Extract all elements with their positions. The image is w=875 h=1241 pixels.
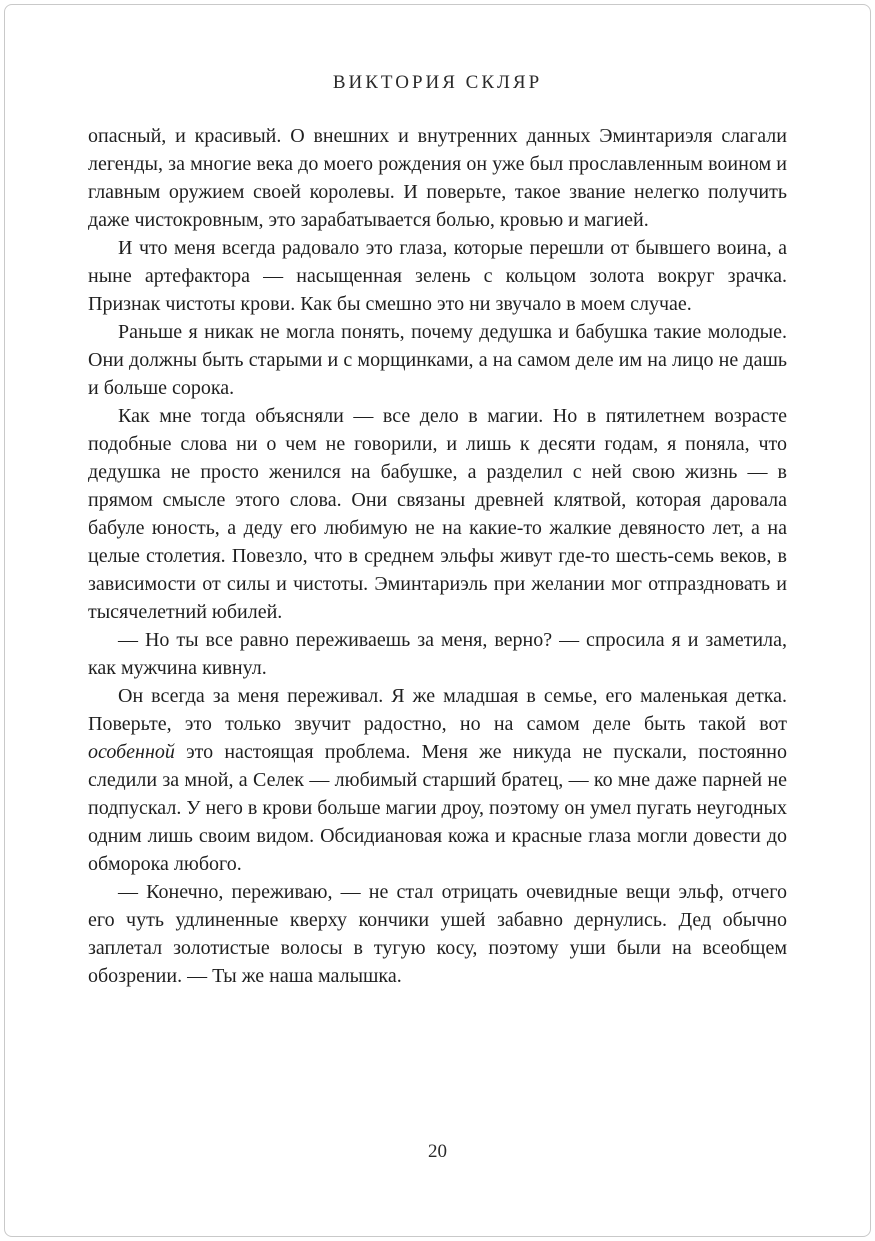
paragraph-text: Раньше я никак не могла понять, почему дедушка и бабушка такие молодые. Они должны быть старыми и с морщинками, а на самом деле им на лицо не дашь и больше сорока. [88, 321, 787, 399]
running-head-author: ВИКТОРИЯ СКЛЯР [332, 72, 543, 93]
paragraph-text-italic: особенной [88, 741, 175, 763]
page-number: 20 [428, 1141, 447, 1162]
paragraph [88, 318, 787, 402]
paragraph [88, 234, 787, 318]
paragraph-text: Он всегда за меня переживал. Я же младшая в семье, его маленькая детка. Поверьте, это только звучит радостно, но на самом деле быть такой вот [88, 685, 787, 735]
paragraph [88, 122, 787, 234]
paragraph [88, 626, 787, 682]
paragraph [88, 402, 787, 626]
paragraph-text: — Но ты все равно переживаешь за меня, верно? — спросила я и заметила, как мужчина кивнул. [88, 629, 787, 679]
paragraph-text: Как мне тогда объясняли — все дело в магии. Но в пятилетнем возрасте подобные слова ни о чем не говорили, и лишь к десяти годам, я поняла, что дедушка не просто женился на бабушке, а разделил с ней свою жизнь — в прямом смысле этого слова. Они связаны древней клятвой, которая даровала бабуле юность, а деду его любимую не на какие-то жалкие девяносто лет, а на целые столетия. Повезло, что в среднем эльфы живут где-то шесть-семь веков, в зависимости от силы и чистоты. Эминтариэль при желании мог отпраздновать и тысячелетний юбилей. [88, 405, 787, 623]
text-block [88, 122, 787, 990]
paragraph [88, 682, 787, 878]
paragraph-text: опасный, и красивый. О внешних и внутренних данных Эминтариэля слагали легенды, за многие века до моего рождения он уже был прославленным воином и главным оружием своей королевы. И поверьте, такое звание нелегко получить даже чистокровным, это зарабатывается болью, кровью и магией. [88, 125, 787, 231]
paragraph [88, 878, 787, 990]
paragraph-text: И что меня всегда радовало это глаза, которые перешли от бывшего воина, а ныне артефактора — насыщенная зелень с кольцом золота вокруг зрачка. Признак чистоты крови. Как бы смешно это ни звучало в моем случае. [88, 237, 787, 315]
paragraph-text: это настоящая проблема. Меня же никуда не пускали, постоянно следили за мной, а Селек — любимый старший братец, — ко мне даже парней не подпускал. У него в крови больше магии дроу, поэтому он умел пугать неугодных одним лишь своим видом. Обсидиановая кожа и красные глаза могли довести до обморока любого. [88, 741, 787, 875]
paragraph-text: — Конечно, переживаю, — не стал отрицать очевидные вещи эльф, отчего его чуть удлиненные кверху кончики ушей забавно дернулись. Дед обычно заплетал золотистые волосы в тугую косу, поэтому уши были на всеобщем обозрении. — Ты же наша малышка. [88, 881, 787, 987]
